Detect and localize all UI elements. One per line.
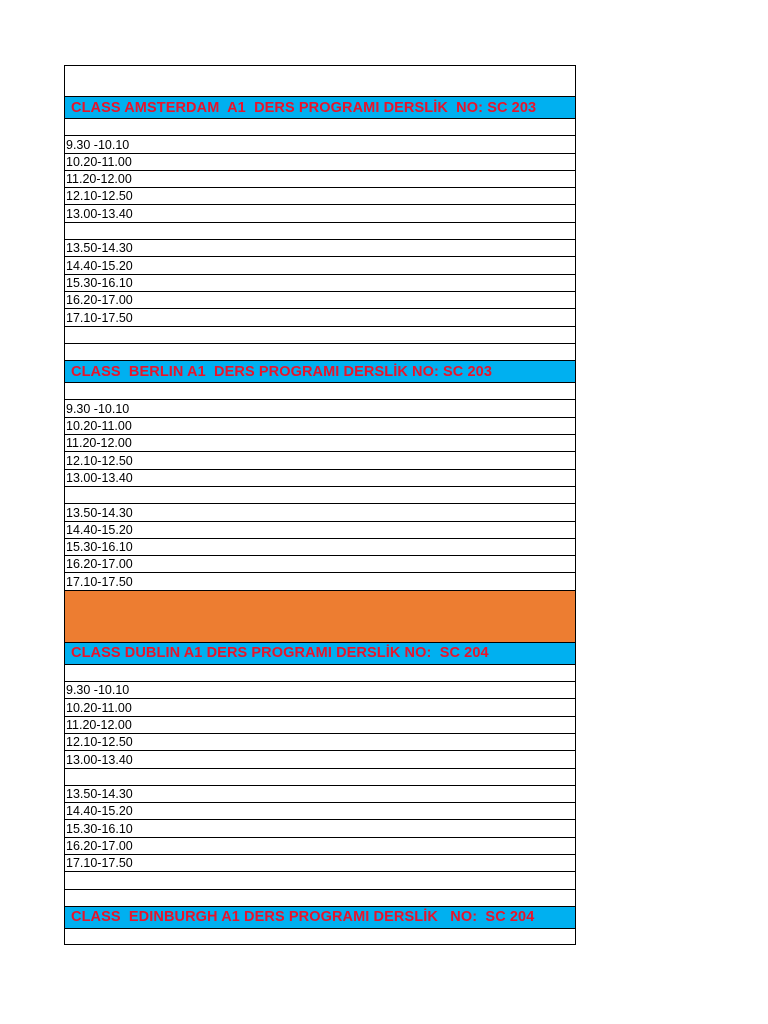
blank-row <box>64 65 576 96</box>
time-slot-label: 12.10-12.50 <box>66 453 133 468</box>
time-slot-label: 13.00-13.40 <box>66 752 133 767</box>
time-slot-label: 14.40-15.20 <box>66 804 133 819</box>
time-slot-label: 17.10-17.50 <box>66 574 133 589</box>
time-slot-label: 11.20-12.00 <box>66 717 132 732</box>
time-row <box>64 819 576 836</box>
time-row <box>64 698 576 715</box>
section-header <box>64 96 576 118</box>
time-slot-label: 15.30-16.10 <box>66 275 133 290</box>
time-slot-label: 15.30-16.10 <box>66 540 133 555</box>
time-row <box>64 399 576 416</box>
time-slot-label: 10.20-11.00 <box>66 419 132 434</box>
time-slot-label: 12.10-12.50 <box>66 735 133 750</box>
blank-row <box>64 118 576 135</box>
time-row <box>64 521 576 538</box>
time-row <box>64 538 576 555</box>
time-row <box>64 187 576 204</box>
section-title: CLASS EDINBURGH A1 DERS PROGRAMI DERSLİK NO: SC 204 <box>71 909 535 926</box>
time-slot-label: 11.20-12.00 <box>66 436 132 451</box>
blank-row <box>64 326 576 343</box>
time-row <box>64 837 576 854</box>
time-slot-label: 12.10-12.50 <box>66 189 133 204</box>
time-row <box>64 153 576 170</box>
time-slot-label: 9.30 -10.10 <box>66 683 130 698</box>
time-slot-label: 16.20-17.00 <box>66 557 133 572</box>
time-slot-label: 15.30-16.10 <box>66 821 133 836</box>
blank-row <box>64 664 576 681</box>
blank-row <box>64 382 576 399</box>
section-header <box>64 642 576 664</box>
section-title: CLASS AMSTERDAM A1 DERS PROGRAMI DERSLİK NO: SC 203 <box>71 99 537 116</box>
blank-row <box>64 928 576 945</box>
time-slot-label: 17.10-17.50 <box>66 856 133 871</box>
time-row <box>64 291 576 308</box>
time-row <box>64 716 576 733</box>
time-row <box>64 308 576 325</box>
break-row <box>64 222 576 239</box>
time-slot-label: 9.30 -10.10 <box>66 401 130 416</box>
time-row <box>64 681 576 698</box>
section-header <box>64 906 576 928</box>
section-title: CLASS BERLIN A1 DERS PROGRAMI DERSLİK NO: SC 203 <box>71 363 492 380</box>
time-row <box>64 750 576 767</box>
section-header <box>64 360 576 382</box>
blank-row <box>64 343 576 360</box>
time-slot-label: 10.20-11.00 <box>66 154 132 169</box>
time-slot-label: 13.00-13.40 <box>66 206 133 221</box>
time-slot-label: 16.20-17.00 <box>66 293 133 308</box>
time-slot-label: 13.50-14.30 <box>66 787 133 802</box>
time-slot-label: 17.10-17.50 <box>66 310 133 325</box>
time-row <box>64 135 576 152</box>
time-row <box>64 572 576 589</box>
time-row <box>64 451 576 468</box>
time-slot-label: 13.00-13.40 <box>66 470 133 485</box>
time-row <box>64 204 576 221</box>
orange-divider-row <box>64 590 576 642</box>
break-row <box>64 486 576 503</box>
blank-row <box>64 871 576 888</box>
time-row <box>64 274 576 291</box>
time-row <box>64 469 576 486</box>
time-slot-label: 10.20-11.00 <box>66 700 132 715</box>
time-row <box>64 802 576 819</box>
time-row <box>64 170 576 187</box>
time-slot-label: 14.40-15.20 <box>66 258 133 273</box>
time-row <box>64 733 576 750</box>
time-row <box>64 239 576 256</box>
time-row <box>64 785 576 802</box>
time-row <box>64 555 576 572</box>
time-slot-label: 9.30 -10.10 <box>66 137 130 152</box>
break-row <box>64 768 576 785</box>
time-slot-label: 13.50-14.30 <box>66 241 133 256</box>
time-slot-label: 16.20-17.00 <box>66 838 133 853</box>
time-slot-label: 11.20-12.00 <box>66 172 132 187</box>
time-row <box>64 417 576 434</box>
blank-row <box>64 889 576 906</box>
time-slot-label: 13.50-14.30 <box>66 505 133 520</box>
time-row <box>64 503 576 520</box>
time-row <box>64 256 576 273</box>
section-title: CLASS DUBLIN A1 DERS PROGRAMI DERSLİK NO: SC 204 <box>71 645 489 662</box>
time-row <box>64 854 576 871</box>
time-row <box>64 434 576 451</box>
time-slot-label: 14.40-15.20 <box>66 522 133 537</box>
schedule-sheet <box>64 65 576 945</box>
